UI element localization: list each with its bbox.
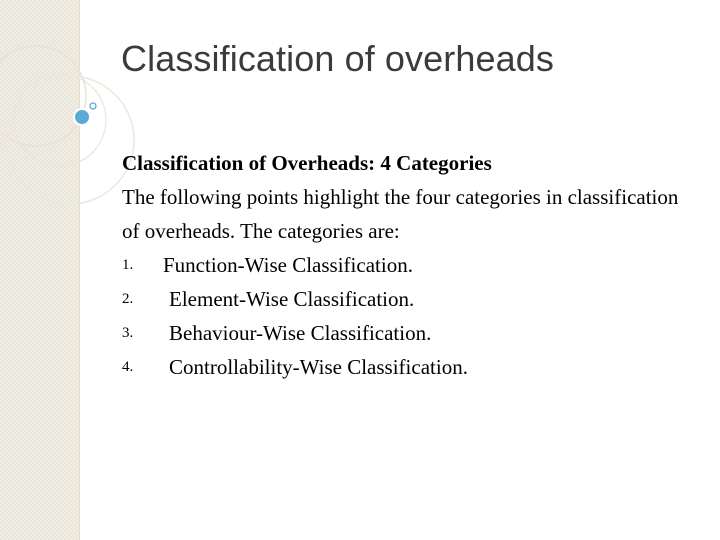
list-item bbox=[122, 248, 682, 282]
list-number: 2. bbox=[122, 291, 134, 307]
list-item-text: Function-Wise Classification. bbox=[163, 253, 413, 277]
slide-body bbox=[122, 146, 682, 384]
list-item-text: Controllability-Wise Classification. bbox=[169, 355, 468, 379]
list-number: 3. bbox=[122, 325, 134, 341]
section-heading: Classification of Overheads: 4 Categories bbox=[122, 151, 492, 175]
blue-bubble-small bbox=[90, 103, 96, 109]
list-item-text: Element-Wise Classification. bbox=[169, 287, 415, 311]
list-item bbox=[122, 350, 682, 384]
list-item bbox=[122, 316, 682, 350]
list-number: 1. bbox=[122, 257, 134, 273]
slide-title: Classification of overheads bbox=[121, 38, 554, 79]
list-item bbox=[122, 282, 682, 316]
list-number: 4. bbox=[122, 359, 134, 375]
decorative-circles bbox=[0, 0, 140, 230]
list-item-text: Behaviour-Wise Classification. bbox=[169, 321, 432, 345]
category-list bbox=[122, 248, 682, 384]
blue-bubble-large bbox=[74, 109, 90, 125]
intro-paragraph: The following points highlight the four categories in classification of overheads. The categories are: bbox=[122, 185, 679, 243]
